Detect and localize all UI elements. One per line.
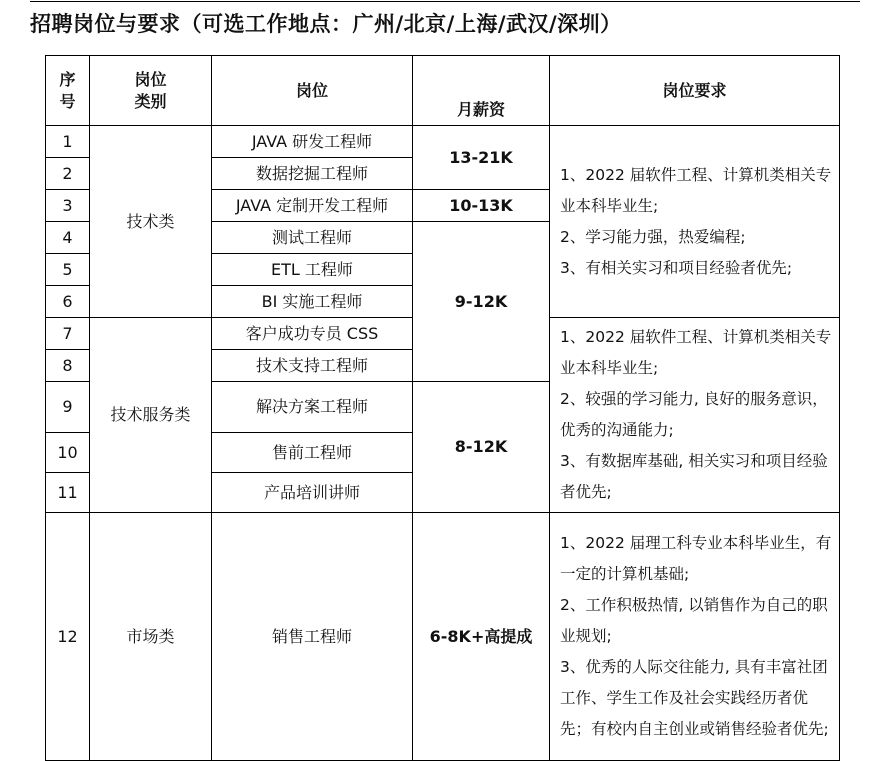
jobs-table bbox=[45, 55, 840, 761]
position-cell: 技术支持工程师 bbox=[212, 350, 413, 382]
position-cell: 产品培训讲师 bbox=[212, 473, 413, 513]
position-cell: BI 实施工程师 bbox=[212, 286, 413, 318]
row-number: 10 bbox=[46, 433, 90, 473]
requirement-item: 3、优秀的人际交往能力, 具有丰富社团工作、学生工作及社会实践经历者优先；有校内自主创业或销售经验者优先; bbox=[560, 658, 829, 738]
requirement-item: 1、2022 届软件工程、计算机类相关专业本科毕业生; bbox=[560, 328, 832, 377]
page-title: 招聘岗位与要求（可选工作地点：广州/北京/上海/武汉/深圳） bbox=[30, 12, 622, 36]
category-cell: 市场类 bbox=[90, 513, 212, 761]
position-cell: JAVA 定制开发工程师 bbox=[212, 190, 413, 222]
requirement-item: 2、较强的学习能力, 良好的服务意识，优秀的沟通能力; bbox=[560, 390, 828, 439]
position-cell: 客户成功专员 CSS bbox=[212, 318, 413, 350]
top-rule bbox=[30, 1, 860, 2]
row-number: 4 bbox=[46, 222, 90, 254]
salary-cell: 9-12K bbox=[413, 222, 550, 382]
row-number: 8 bbox=[46, 350, 90, 382]
requirements-cell bbox=[550, 318, 840, 513]
row-number: 5 bbox=[46, 254, 90, 286]
requirement-item: 2、工作积极热情, 以销售作为自己的职业规划; bbox=[560, 596, 828, 645]
requirement-item: 1、2022 届软件工程、计算机类相关专业本科毕业生; bbox=[560, 165, 832, 215]
category-cell: 技术类 bbox=[90, 126, 212, 318]
position-cell: 售前工程师 bbox=[212, 433, 413, 473]
requirement-item: 1、2022 届理工科专业本科毕业生，有一定的计算机基础; bbox=[560, 534, 832, 583]
requirement-item: 2、学习能力强，热爱编程; bbox=[560, 227, 746, 246]
header-index: 序号 bbox=[46, 56, 90, 126]
row-number: 12 bbox=[46, 513, 90, 761]
position-cell: 解决方案工程师 bbox=[212, 382, 413, 433]
requirement-item: 3、有数据库基础, 相关实习和项目经验者优先; bbox=[560, 452, 828, 501]
category-cell: 技术服务类 bbox=[90, 318, 212, 513]
header-row bbox=[46, 56, 840, 126]
table-row bbox=[46, 513, 840, 761]
salary-cell: 8-12K bbox=[413, 382, 550, 513]
requirements-cell bbox=[550, 513, 840, 761]
salary-cell: 6-8K+高提成 bbox=[413, 513, 550, 761]
row-number: 3 bbox=[46, 190, 90, 222]
table-row bbox=[46, 126, 840, 158]
header-position: 岗位 bbox=[212, 56, 413, 126]
row-number: 11 bbox=[46, 473, 90, 513]
row-number: 6 bbox=[46, 286, 90, 318]
position-cell: 测试工程师 bbox=[212, 222, 413, 254]
header-requirements: 岗位要求 bbox=[550, 56, 840, 126]
header-salary: 月薪资 bbox=[413, 56, 550, 126]
position-cell: ETL 工程师 bbox=[212, 254, 413, 286]
row-number: 1 bbox=[46, 126, 90, 158]
position-cell: 销售工程师 bbox=[212, 513, 413, 761]
requirement-item: 3、有相关实习和项目经验者优先; bbox=[560, 258, 793, 277]
row-number: 7 bbox=[46, 318, 90, 350]
header-category: 岗位类别 bbox=[90, 56, 212, 126]
row-number: 2 bbox=[46, 158, 90, 190]
row-number: 9 bbox=[46, 382, 90, 433]
salary-cell: 13-21K bbox=[413, 126, 550, 190]
position-cell: 数据挖掘工程师 bbox=[212, 158, 413, 190]
requirements-cell bbox=[550, 126, 840, 318]
position-cell: JAVA 研发工程师 bbox=[212, 126, 413, 158]
salary-cell: 10-13K bbox=[413, 190, 550, 222]
